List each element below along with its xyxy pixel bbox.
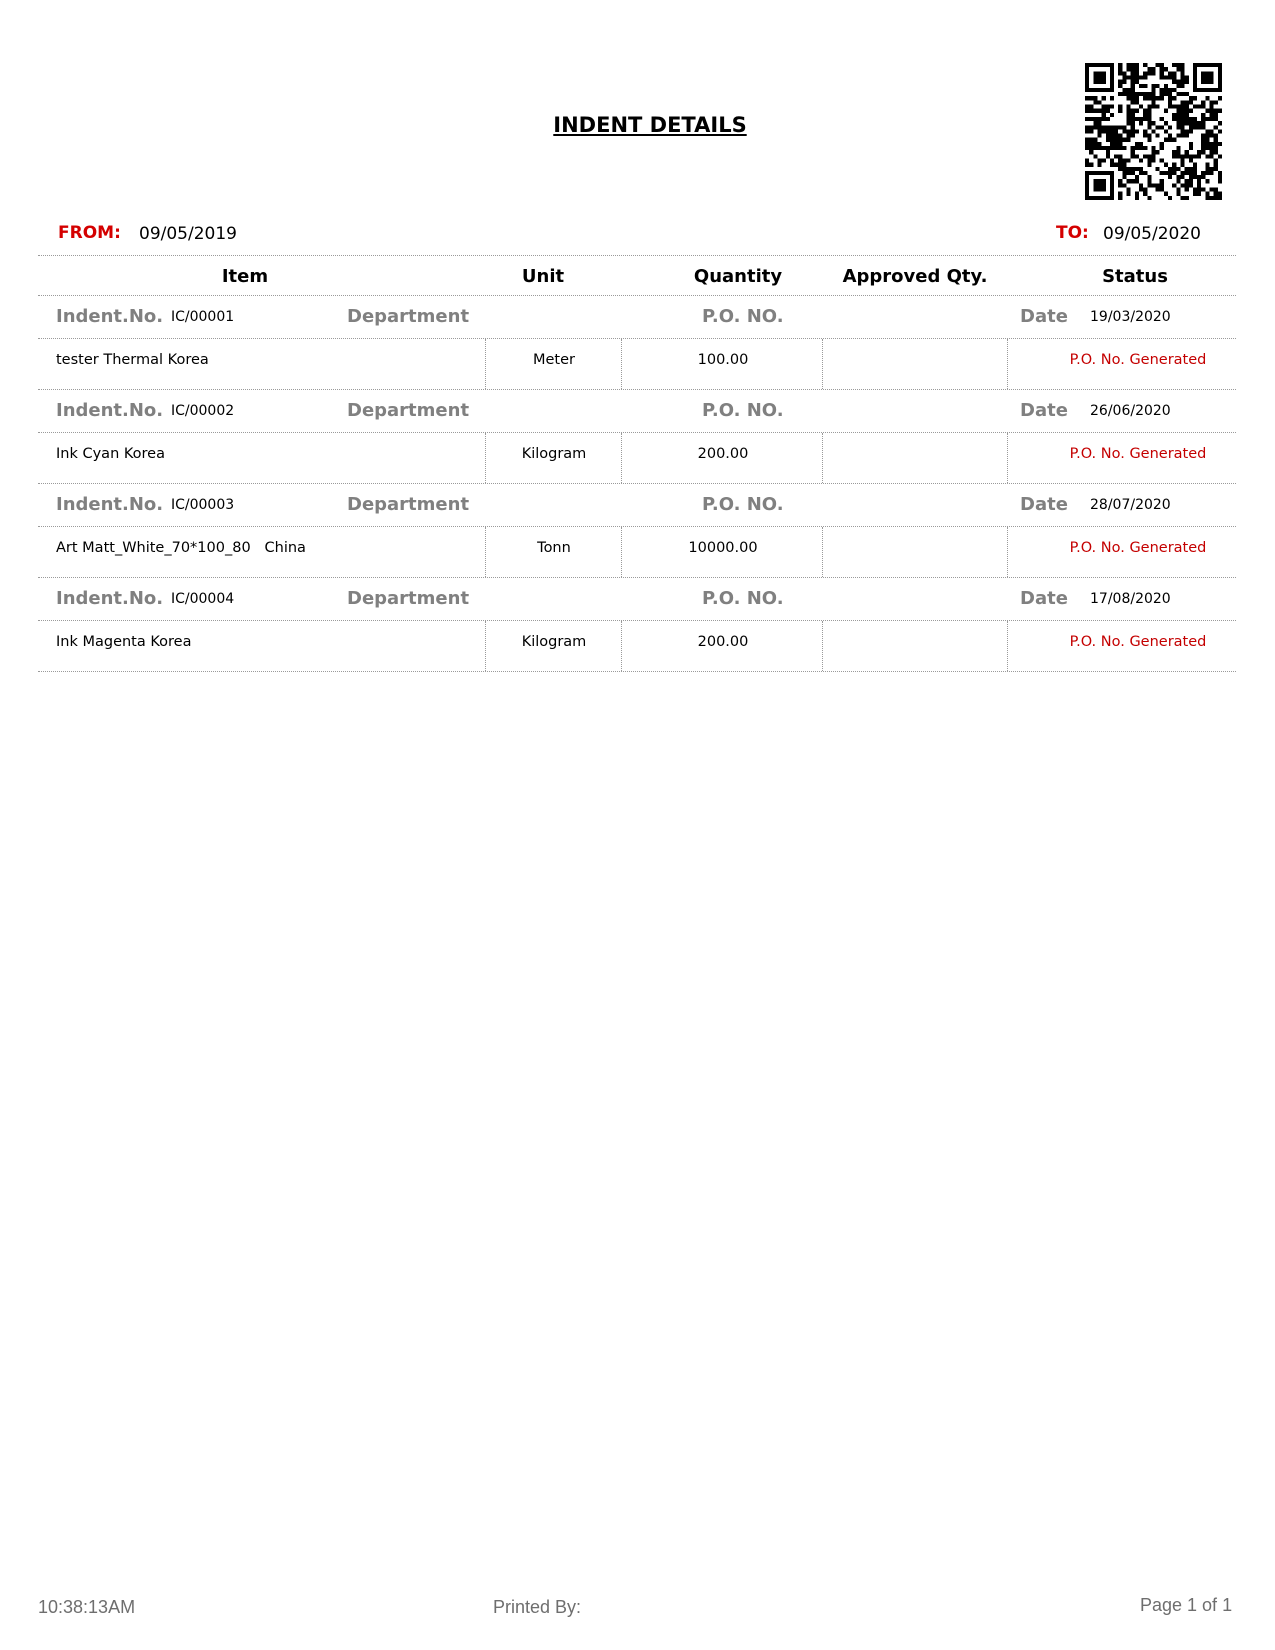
indent-no-value: IC/00003 (171, 497, 235, 513)
item-name: Ink Magenta Korea (56, 634, 192, 650)
column-header-quantity: Quantity (693, 266, 783, 287)
indent-group (0, 296, 1275, 390)
footer-printed-by: Printed By: (493, 1597, 582, 1617)
po-no-label: P.O. NO. (702, 494, 784, 515)
status-text: P.O. No. Generated (1069, 634, 1207, 650)
item-unit: Tonn (537, 540, 571, 556)
footer-time: 10:38:13AM (38, 1597, 136, 1617)
date-value: 26/06/2020 (1090, 403, 1171, 419)
date-value: 17/08/2020 (1090, 591, 1171, 607)
indent-no-label: Indent.No. (56, 400, 164, 421)
po-no-label: P.O. NO. (702, 400, 784, 421)
divider (38, 255, 1236, 256)
department-label: Department (347, 494, 470, 515)
indent-no-value: IC/00004 (171, 591, 235, 607)
column-divider (485, 339, 486, 389)
item-unit: Meter (533, 352, 575, 368)
department-label: Department (347, 306, 470, 327)
divider (38, 338, 1236, 339)
column-divider (621, 433, 622, 483)
divider (38, 671, 1236, 672)
footer-page-number: Page 1 of 1 (1140, 1595, 1233, 1615)
indent-no-value: IC/00002 (171, 403, 235, 419)
item-quantity: 100.00 (697, 352, 749, 368)
item-unit: Kilogram (521, 634, 587, 650)
department-label: Department (347, 588, 470, 609)
column-divider (621, 527, 622, 577)
status-text: P.O. No. Generated (1069, 540, 1207, 556)
to-date: 09/05/2020 (1103, 224, 1201, 244)
column-divider (1007, 621, 1008, 671)
date-label: Date (1020, 494, 1068, 515)
date-label: Date (1020, 306, 1068, 327)
column-divider (1007, 339, 1008, 389)
item-name: Ink Cyan Korea (56, 446, 165, 462)
department-label: Department (347, 400, 470, 421)
po-no-label: P.O. NO. (702, 588, 784, 609)
indent-no-label: Indent.No. (56, 494, 164, 515)
column-divider (485, 433, 486, 483)
date-value: 28/07/2020 (1090, 497, 1171, 513)
po-no-label: P.O. NO. (702, 306, 784, 327)
divider (38, 526, 1236, 527)
column-header-approved-qty: Approved Qty. (842, 266, 988, 287)
column-header-unit: Unit (521, 266, 565, 287)
divider (38, 620, 1236, 621)
indent-group (0, 484, 1275, 578)
date-label: Date (1020, 588, 1068, 609)
column-divider (1007, 527, 1008, 577)
column-divider (621, 621, 622, 671)
divider (38, 432, 1236, 433)
status-text: P.O. No. Generated (1069, 446, 1207, 462)
to-label: TO: (1056, 223, 1089, 243)
indent-group (0, 578, 1275, 672)
item-name: tester Thermal Korea (56, 352, 209, 368)
indent-no-label: Indent.No. (56, 306, 164, 327)
from-date: 09/05/2019 (139, 224, 237, 244)
column-header-item: Item (221, 266, 269, 287)
column-divider (1007, 433, 1008, 483)
item-quantity: 200.00 (697, 634, 749, 650)
item-quantity: 10000.00 (688, 540, 758, 556)
page-title: INDENT DETAILS (553, 113, 747, 137)
from-label: FROM: (58, 223, 121, 243)
column-divider (485, 621, 486, 671)
date-value: 19/03/2020 (1090, 309, 1171, 325)
column-divider (621, 339, 622, 389)
date-label: Date (1020, 400, 1068, 421)
item-quantity: 200.00 (697, 446, 749, 462)
item-name: Art Matt_White_70*100_80 China (56, 540, 306, 556)
status-text: P.O. No. Generated (1069, 352, 1207, 368)
indent-group (0, 390, 1275, 484)
column-divider (485, 527, 486, 577)
column-header-status: Status (1102, 266, 1168, 287)
indent-no-value: IC/00001 (171, 309, 235, 325)
item-unit: Kilogram (521, 446, 587, 462)
indent-no-label: Indent.No. (56, 588, 164, 609)
qr-code-icon (1085, 63, 1222, 200)
